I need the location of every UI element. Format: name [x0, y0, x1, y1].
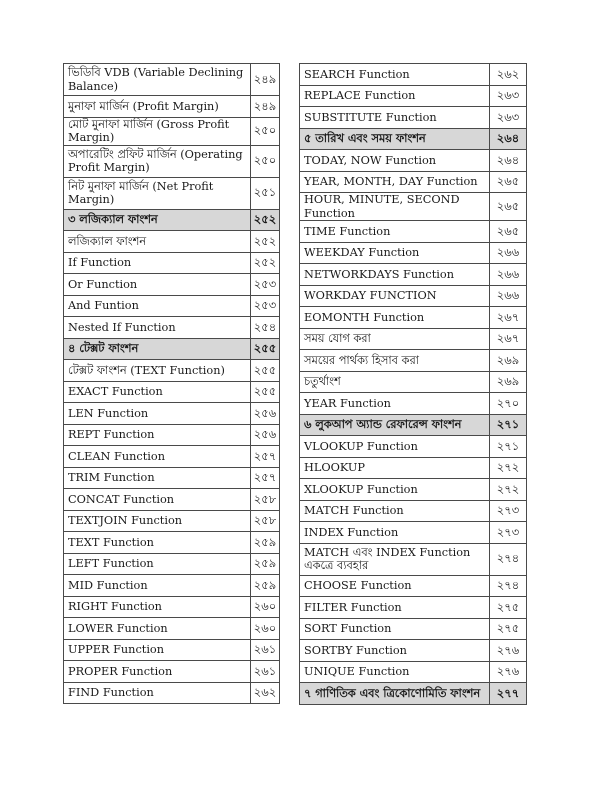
page-number: ২৬৬	[490, 285, 527, 307]
entry-title: HOUR, MINUTE, SECOND Function	[300, 193, 490, 221]
entry-title: CLEAN Function	[64, 446, 251, 468]
toc-entry-row	[64, 295, 280, 317]
page-number: ২৪৯	[251, 64, 280, 96]
entry-title: LOWER Function	[64, 618, 251, 640]
entry-title: And Funtion	[64, 295, 251, 317]
toc-entry-row	[64, 177, 280, 209]
entry-title: UNIQUE Function	[300, 661, 490, 683]
entry-title: EXACT Function	[64, 381, 251, 403]
toc-entry-row	[64, 231, 280, 253]
toc-entry-row	[300, 150, 527, 172]
section-title: ৫ তারিখ এবং সময় ফাংশন	[300, 128, 490, 150]
entry-title: অপারেটিং প্রফিট মার্জিন (Operating Profit Margin)	[64, 145, 251, 177]
entry-title: UPPER Function	[64, 639, 251, 661]
toc-entry-row	[64, 467, 280, 489]
toc-table-left	[63, 63, 280, 704]
entry-title: RIGHT Function	[64, 596, 251, 618]
toc-entry-row	[300, 479, 527, 501]
toc-entry-row	[300, 285, 527, 307]
page-number: ২৬৯	[490, 371, 527, 393]
toc-entry-row	[64, 618, 280, 640]
entry-title: SEARCH Function	[300, 64, 490, 86]
toc-entry-row	[64, 575, 280, 597]
toc-entry-row	[64, 424, 280, 446]
toc-entry-row	[64, 596, 280, 618]
toc-entry-row	[64, 96, 280, 118]
entry-title: VLOOKUP Function	[300, 436, 490, 458]
toc-entry-row	[300, 171, 527, 193]
page-number: ২৬২	[251, 682, 280, 704]
page-number: ২৫১	[251, 177, 280, 209]
toc-entry-row	[64, 403, 280, 425]
toc-entry-row	[300, 371, 527, 393]
entry-title: SUBSTITUTE Function	[300, 107, 490, 129]
entry-title: TODAY, NOW Function	[300, 150, 490, 172]
entry-title: ভিডিবি VDB (Variable Declining Balance)	[64, 64, 251, 96]
section-title: ৩ লজিক্যাল ফাংশন	[64, 209, 251, 231]
toc-entry-row	[64, 317, 280, 339]
toc-entry-row	[300, 107, 527, 129]
entry-title: সময়ের পার্থক্য হিসাব করা	[300, 350, 490, 372]
toc-entry-row	[300, 221, 527, 243]
entry-title: TRIM Function	[64, 467, 251, 489]
page-number: ২৫৯	[251, 532, 280, 554]
toc-section-row	[64, 338, 280, 360]
toc-entry-row	[300, 307, 527, 329]
toc-entry-row	[300, 597, 527, 619]
toc-section-row	[300, 414, 527, 436]
page-number: ২৬০	[251, 618, 280, 640]
page-number: ২৭৩	[490, 500, 527, 522]
entry-title: LEFT Function	[64, 553, 251, 575]
entry-title: If Function	[64, 252, 251, 274]
toc-entry-row	[300, 618, 527, 640]
entry-title: NETWORKDAYS Function	[300, 264, 490, 286]
page-number: ২৬৩	[490, 107, 527, 129]
page-number: ২৫৮	[251, 510, 280, 532]
page-number: ২৬১	[251, 661, 280, 683]
page-number: ২৫৮	[251, 489, 280, 511]
page-number: ২৬৬	[490, 264, 527, 286]
entry-title: YEAR, MONTH, DAY Function	[300, 171, 490, 193]
page-number: ২৭২	[490, 457, 527, 479]
page-number: ২৬৭	[490, 328, 527, 350]
page-number: ২৪৯	[251, 96, 280, 118]
toc-entry-row	[64, 145, 280, 177]
toc-entry-row	[300, 193, 527, 221]
toc-entry-row	[300, 457, 527, 479]
entry-title: মোট মুনাফা মার্জিন (Gross Profit Margin)	[64, 117, 251, 145]
page-number: ২৫৭	[251, 446, 280, 468]
page-number: ২৫৫	[251, 338, 280, 360]
page-number: ২৫৬	[251, 424, 280, 446]
page-number: ২৫৩	[251, 295, 280, 317]
entry-title: CHOOSE Function	[300, 575, 490, 597]
page-number: ২৬০	[251, 596, 280, 618]
page-number: ২৭০	[490, 393, 527, 415]
entry-title: XLOOKUP Function	[300, 479, 490, 501]
toc-entry-row	[300, 436, 527, 458]
toc-entry-row	[300, 640, 527, 662]
toc-entry-row	[64, 682, 280, 704]
page-number: ২৭১	[490, 414, 527, 436]
page-number: ২৫৯	[251, 553, 280, 575]
toc-entry-row	[300, 350, 527, 372]
page-number: ২৭৩	[490, 522, 527, 544]
entry-title: FIND Function	[64, 682, 251, 704]
toc-entry-row	[64, 553, 280, 575]
toc-entry-row	[64, 532, 280, 554]
page-number: ২৫৫	[251, 381, 280, 403]
page-number: ২৫২	[251, 209, 280, 231]
toc-entry-row	[64, 252, 280, 274]
page-number: ২৫৫	[251, 360, 280, 382]
page-number: ২৬৬	[490, 242, 527, 264]
section-title: ৪ টেক্সট ফাংশন	[64, 338, 251, 360]
page-number: ২৫২	[251, 252, 280, 274]
page-number: ২৫৯	[251, 575, 280, 597]
toc-entry-row	[64, 274, 280, 296]
page-number: ২৫৬	[251, 403, 280, 425]
toc-section-row	[300, 683, 527, 705]
toc-section-row	[300, 128, 527, 150]
entry-title: INDEX Function	[300, 522, 490, 544]
page-number: ২৫৭	[251, 467, 280, 489]
page-number: ২৭৬	[490, 661, 527, 683]
toc-section-row	[64, 209, 280, 231]
entry-title: YEAR Function	[300, 393, 490, 415]
toc-entry-row	[300, 575, 527, 597]
page-number: ২৭১	[490, 436, 527, 458]
section-title: ৬ লুকআপ অ্যান্ড রেফারেন্স ফাংশন	[300, 414, 490, 436]
page-number: ২৭৪	[490, 575, 527, 597]
page-number: ২৬৪	[490, 128, 527, 150]
entry-title: লজিক্যাল ফাংশন	[64, 231, 251, 253]
toc-entry-row	[64, 446, 280, 468]
entry-title: CONCAT Function	[64, 489, 251, 511]
entry-title: TEXT Function	[64, 532, 251, 554]
entry-title: REPLACE Function	[300, 85, 490, 107]
page-number: ২৬৯	[490, 350, 527, 372]
toc-entry-row	[300, 500, 527, 522]
entry-title: WORKDAY FUNCTION	[300, 285, 490, 307]
toc-entry-row	[300, 328, 527, 350]
toc-entry-row	[64, 64, 280, 96]
toc-entry-row	[300, 264, 527, 286]
toc-entry-row	[300, 242, 527, 264]
toc-entry-row	[300, 543, 527, 575]
toc-table-right	[299, 63, 527, 705]
page-number: ২৭২	[490, 479, 527, 501]
page-number: ২৬৭	[490, 307, 527, 329]
page-number: ২৬৩	[490, 85, 527, 107]
entry-title: টেক্সট ফাংশন (TEXT Function)	[64, 360, 251, 382]
entry-title: SORT Function	[300, 618, 490, 640]
entry-title: EOMONTH Function	[300, 307, 490, 329]
toc-entry-row	[64, 489, 280, 511]
toc-entry-row	[64, 510, 280, 532]
page-number: ২৭৪	[490, 543, 527, 575]
page-number: ২৭৬	[490, 640, 527, 662]
entry-title: MATCH Function	[300, 500, 490, 522]
toc-entry-row	[300, 522, 527, 544]
page-number: ২৬১	[251, 639, 280, 661]
page-number: ২৬৫	[490, 171, 527, 193]
page-number: ২৬২	[490, 64, 527, 86]
entry-title: Nested If Function	[64, 317, 251, 339]
toc-entry-row	[64, 639, 280, 661]
toc-entry-row	[64, 117, 280, 145]
entry-title: MID Function	[64, 575, 251, 597]
toc-entry-row	[300, 661, 527, 683]
toc-entry-row	[64, 360, 280, 382]
toc-entry-row	[64, 661, 280, 683]
toc-entry-row	[64, 381, 280, 403]
entry-title: TEXTJOIN Function	[64, 510, 251, 532]
entry-title: REPT Function	[64, 424, 251, 446]
entry-title: নিট মুনাফা মার্জিন (Net Profit Margin)	[64, 177, 251, 209]
entry-title: FILTER Function	[300, 597, 490, 619]
entry-title: মুনাফা মার্জিন (Profit Margin)	[64, 96, 251, 118]
toc-entry-row	[300, 393, 527, 415]
page-number: ২৭৭	[490, 683, 527, 705]
entry-title: WEEKDAY Function	[300, 242, 490, 264]
entry-title: LEN Function	[64, 403, 251, 425]
entry-title: SORTBY Function	[300, 640, 490, 662]
page-number: ২৭৫	[490, 618, 527, 640]
page-number: ২৭৫	[490, 597, 527, 619]
page-number: ২৫০	[251, 145, 280, 177]
page-number: ২৫৩	[251, 274, 280, 296]
entry-title: PROPER Function	[64, 661, 251, 683]
entry-title: Or Function	[64, 274, 251, 296]
toc-entry-row	[300, 85, 527, 107]
page-number: ২৬৫	[490, 221, 527, 243]
entry-title: চতুর্থাংশ	[300, 371, 490, 393]
page-number: ২৬৪	[490, 150, 527, 172]
entry-title: MATCH এবং INDEX Function একত্রে ব্যবহার	[300, 543, 490, 575]
page-number: ২৬৫	[490, 193, 527, 221]
entry-title: HLOOKUP	[300, 457, 490, 479]
page-number: ২৫২	[251, 231, 280, 253]
toc-entry-row	[300, 64, 527, 86]
entry-title: TIME Function	[300, 221, 490, 243]
entry-title: সময় যোগ করা	[300, 328, 490, 350]
page-number: ২৫০	[251, 117, 280, 145]
page-number: ২৫৪	[251, 317, 280, 339]
section-title: ৭ গাণিতিক এবং ত্রিকোণোমিতি ফাংশন	[300, 683, 490, 705]
